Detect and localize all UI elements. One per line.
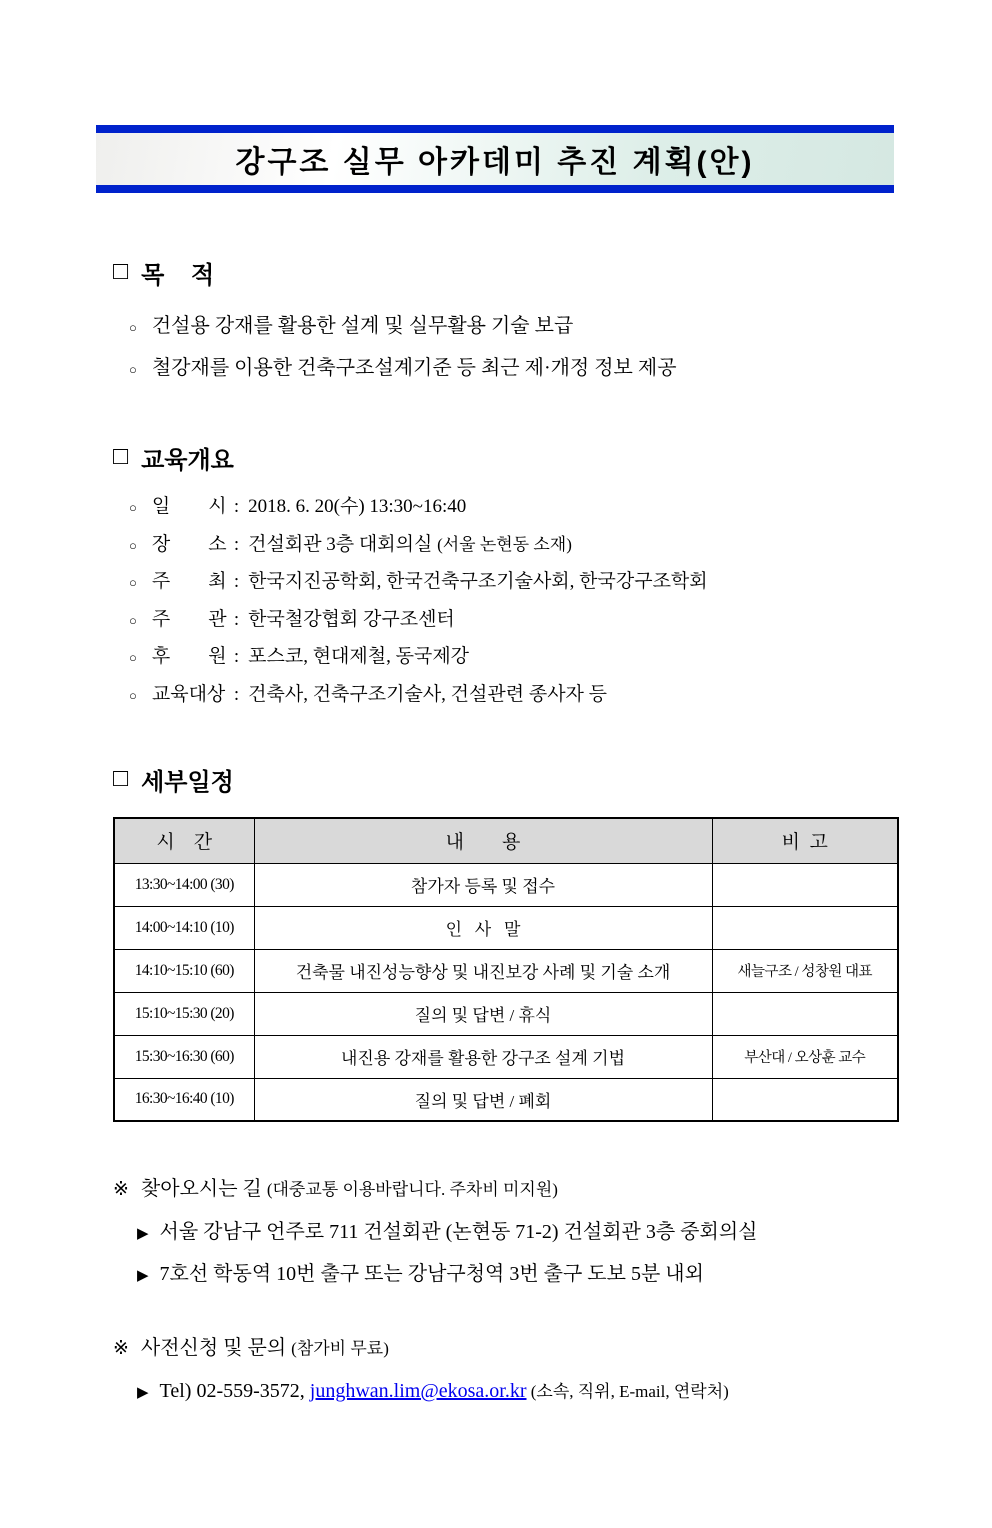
square-bullet-icon: □ bbox=[113, 257, 129, 285]
table-row bbox=[114, 992, 898, 1035]
table-row bbox=[114, 949, 898, 992]
overview-row-sponsor bbox=[129, 639, 897, 677]
overview-value: 한국지진공학회, 한국건축구조기술사회, 한국강구조학회 bbox=[248, 571, 708, 592]
arrow-bullet-icon: ▶ bbox=[137, 1226, 149, 1242]
square-bullet-icon: □ bbox=[113, 764, 129, 792]
label-colon: : bbox=[233, 646, 240, 667]
overview-value: 한국철강협회 강구조센터 bbox=[248, 608, 455, 630]
content-cell: 내진용 강재를 활용한 강구조 설계 기법 bbox=[254, 1035, 712, 1078]
directions-title bbox=[141, 1172, 558, 1207]
overview-label: 주 관 bbox=[151, 608, 227, 630]
purpose-item-text: 건설용 강재를 활용한 설계 및 실무활용 기술 보급 bbox=[151, 315, 574, 337]
section-heading-schedule bbox=[113, 762, 897, 797]
schedule-heading-label: 세부일정 bbox=[141, 769, 234, 796]
table-row bbox=[114, 906, 898, 949]
arrow-bullet-icon: ▶ bbox=[137, 1385, 149, 1401]
overview-label: 후 원 bbox=[151, 646, 227, 667]
time-cell: 16:30~16:40 (10) bbox=[114, 1078, 254, 1121]
reference-mark-icon: ※ bbox=[113, 1179, 129, 1200]
arrow-bullet-icon: ▶ bbox=[137, 1268, 149, 1284]
overview-row-organizer bbox=[129, 602, 897, 640]
banner-body bbox=[96, 133, 894, 185]
note-cell: 새늘구조 / 성창원 대표 bbox=[712, 949, 898, 992]
time-cell: 14:00~14:10 (10) bbox=[114, 906, 254, 949]
content-cell: 참가자 등록 및 접수 bbox=[254, 863, 712, 906]
label-colon: : bbox=[233, 571, 240, 592]
overview-label: 일 시 bbox=[151, 496, 227, 517]
overview-value: 2018. 6. 20(수) 13:30~16:40 bbox=[248, 496, 467, 517]
registration-title-paren: (참가비 무료) bbox=[291, 1339, 389, 1358]
column-header-note: 비 고 bbox=[712, 818, 898, 863]
registration-note bbox=[113, 1331, 897, 1408]
circle-bullet-icon: ○ bbox=[129, 575, 137, 590]
circle-bullet-icon: ○ bbox=[129, 650, 137, 665]
column-header-time: 시 간 bbox=[114, 818, 254, 863]
table-row bbox=[114, 1078, 898, 1121]
reference-mark-icon: ※ bbox=[113, 1338, 129, 1359]
overview-value-paren: (서울 논현동 소재) bbox=[437, 534, 572, 554]
directions-title-line bbox=[113, 1172, 897, 1207]
banner-bottom-bar bbox=[96, 185, 894, 193]
overview-value: 건설회관 3층 대회의실 bbox=[248, 533, 438, 555]
section-heading-overview bbox=[113, 440, 897, 475]
registration-title bbox=[141, 1331, 389, 1366]
directions-line-text: 서울 강남구 언주로 711 건설회관 (논현동 71-2) 건설회관 3층 중회의실 bbox=[159, 1221, 758, 1243]
overview-label: 교육대상 bbox=[151, 683, 226, 705]
circle-bullet-icon: ○ bbox=[129, 320, 137, 335]
overview-heading-label: 교육개요 bbox=[141, 447, 234, 474]
document-page bbox=[0, 125, 992, 1528]
overview-row-audience bbox=[129, 677, 897, 715]
time-cell: 14:10~15:10 (60) bbox=[114, 949, 254, 992]
registration-title-line bbox=[113, 1331, 897, 1366]
circle-bullet-icon: ○ bbox=[129, 687, 137, 703]
purpose-heading-label: 목 적 bbox=[141, 262, 215, 289]
overview-value: 포스코, 현대제철, 동국제강 bbox=[248, 646, 470, 667]
overview-value: 건축사, 건축구조기술사, 건설관련 종사자 등 bbox=[248, 683, 608, 705]
directions-title-text: 찾아오시는 길 bbox=[140, 1178, 267, 1200]
title-banner bbox=[96, 125, 894, 193]
content-cell: 질의 및 답변 / 폐회 bbox=[254, 1078, 712, 1121]
note-cell bbox=[712, 1078, 898, 1121]
purpose-item-text: 철강재를 이용한 건축구조설계기준 등 최근 제·개정 정보 제공 bbox=[151, 357, 677, 379]
overview-row-host bbox=[129, 564, 897, 602]
time-cell: 13:30~14:00 (30) bbox=[114, 863, 254, 906]
directions-note bbox=[113, 1172, 897, 1291]
content-cell: 건축물 내진성능향상 및 내진보강 사례 및 기술 소개 bbox=[254, 949, 712, 992]
contact-paren: (소속, 직위, E-mail, 연락처) bbox=[526, 1382, 729, 1401]
circle-bullet-icon: ○ bbox=[129, 362, 137, 377]
contact-text bbox=[160, 1376, 729, 1407]
list-item bbox=[129, 348, 897, 390]
overview-list bbox=[113, 489, 897, 714]
tel-number: Tel) 02-559-3572, bbox=[159, 1380, 310, 1402]
registration-title-text: 사전신청 및 문의 bbox=[140, 1337, 292, 1359]
circle-bullet-icon: ○ bbox=[129, 500, 137, 515]
table-row bbox=[114, 863, 898, 906]
time-cell: 15:10~15:30 (20) bbox=[114, 992, 254, 1035]
overview-row-datetime bbox=[129, 489, 897, 527]
note-cell: 부산대 / 오상훈 교수 bbox=[712, 1035, 898, 1078]
label-colon: : bbox=[233, 533, 240, 555]
document-content bbox=[113, 255, 897, 1408]
content-cell: 질의 및 답변 / 휴식 bbox=[254, 992, 712, 1035]
section-heading-purpose bbox=[113, 255, 897, 290]
directions-line-text: 7호선 학동역 10번 출구 또는 강남구청역 3번 출구 도보 5분 내외 bbox=[159, 1263, 704, 1285]
label-colon: : bbox=[233, 496, 240, 517]
circle-bullet-icon: ○ bbox=[129, 537, 137, 553]
overview-row-venue bbox=[129, 527, 897, 565]
table-row bbox=[114, 1035, 898, 1078]
contact-line bbox=[137, 1376, 897, 1408]
overview-label: 주 최 bbox=[151, 571, 227, 592]
note-cell bbox=[712, 992, 898, 1035]
label-colon: : bbox=[233, 608, 240, 630]
list-item bbox=[129, 306, 897, 348]
overview-label: 장 소 bbox=[151, 533, 227, 555]
circle-bullet-icon: ○ bbox=[129, 612, 137, 628]
email-link[interactable]: junghwan.lim@ekosa.or.kr bbox=[309, 1380, 527, 1402]
page-title: 강구조 실무 아카데미 추진 계획(안) bbox=[235, 146, 755, 179]
label-colon: : bbox=[233, 683, 240, 705]
time-cell: 15:30~16:30 (60) bbox=[114, 1035, 254, 1078]
banner-top-bar bbox=[96, 125, 894, 133]
content-cell: 인 사 말 bbox=[254, 906, 712, 949]
note-cell bbox=[712, 906, 898, 949]
purpose-list bbox=[113, 306, 897, 390]
square-bullet-icon: □ bbox=[113, 442, 129, 470]
schedule-table bbox=[113, 817, 899, 1122]
directions-line-subway bbox=[137, 1259, 897, 1291]
column-header-content: 내 용 bbox=[254, 818, 712, 863]
table-header-row bbox=[114, 818, 898, 863]
directions-title-paren: (대중교통 이용바랍니다. 주차비 미지원) bbox=[266, 1180, 558, 1199]
note-cell bbox=[712, 863, 898, 906]
directions-line-address bbox=[137, 1217, 897, 1249]
